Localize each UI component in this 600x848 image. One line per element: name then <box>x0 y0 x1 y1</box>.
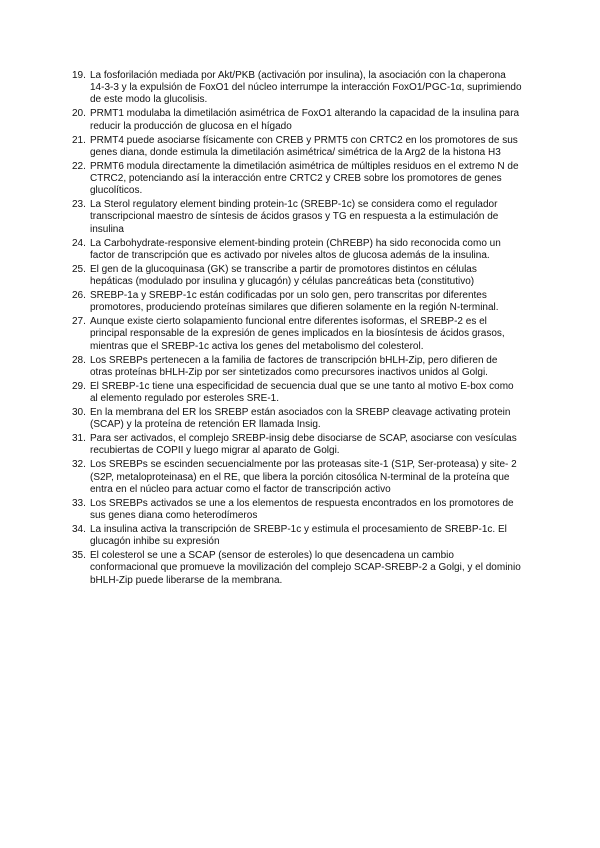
item-number: 26. <box>72 290 86 302</box>
item-text: La Carbohydrate-responsive element-binding protein (ChREBP) ha sido reconocida como un factor de transcripción que es activado por niveles altos de glucosa además de la insulina. <box>90 237 501 261</box>
item-text: PRMT1 modulaba la dimetilación asimétrica de FoxO1 alterando la capacidad de la insulina para reducir la producción de glucosa en el hígado <box>90 108 520 132</box>
list-item <box>72 497 522 522</box>
list-item <box>72 433 522 457</box>
numbered-list <box>0 70 600 587</box>
list-item <box>72 237 522 262</box>
item-text: El colesterol se une a SCAP (sensor de esteroles) lo que desencadena un cambio conformacional que promueve la movilización del complejo SCAP-SREBP-2 a Golgi, y el dominio bHLH-Zip puede liberarse de la membrana. <box>90 550 521 586</box>
item-text: Los SREBPs activados se une a los elementos de respuesta encontrados en los promotores de sus genes diana como heterodímeros <box>90 497 514 522</box>
list-item <box>72 160 522 198</box>
list-item <box>72 290 522 314</box>
item-number: 25. <box>72 263 86 275</box>
item-text: En la membrana del ER los SREBP están asociados con la SREBP cleavage activating protein (SCAP) y la proteína de retención ER llamada Insig. <box>90 407 511 431</box>
item-text: La Sterol regulatory element binding protein-1c (SREBP-1c) se considera como el regulador transcripcional maestro de síntesis de ácidos grasos y TG en respuesta a la estimulación de insulina <box>90 199 499 235</box>
item-text: Para ser activados, el complejo SREBP-insig debe disociarse de SCAP, asociarse con vesículas recubiertas de COPII y luego migrar al aparato de Golgi. <box>90 433 517 457</box>
item-number: 33. <box>72 497 86 509</box>
list-item <box>72 263 522 288</box>
list-item <box>72 316 522 353</box>
item-number: 22. <box>72 160 86 172</box>
list-item <box>72 199 522 236</box>
item-number: 19. <box>72 70 86 81</box>
item-number: 21. <box>72 134 86 146</box>
list-item <box>72 354 522 379</box>
item-text: El gen de la glucoquinasa (GK) se transcribe a partir de promotores distintos en células hepáticas (modulado por insulina y glucagón) y células pancreáticas beta (constitutivo) <box>90 263 477 288</box>
list-item <box>72 70 522 107</box>
list-item <box>72 524 522 548</box>
list-item <box>72 380 522 405</box>
item-text: SREBP-1a y SREBP-1c están codificadas por un solo gen, pero transcritas por diferentes promotores, produciendo proteínas similares que difieren solamente en la región N-terminal. <box>90 290 499 314</box>
item-text: PRMT4 puede asociarse físicamente con CREB y PRMT5 con CRTC2 en los promotores de sus genes diana, donde estimula la dimetilación asimétrica/ simétrica de la Arg2 de la histona H3 <box>90 134 518 158</box>
item-number: 31. <box>72 433 86 445</box>
item-text: PRMT6 modula directamente la dimetilación asimétrica de múltiples residuos en el extremo N de CTRC2, potenciando así la interacción entre CRTC2 y CREB sobre los promotores de genes glucolíticos. <box>90 160 519 197</box>
item-text: Los SREBPs se escinden secuencialmente por las proteasas site-1 (S1P, Ser-proteasa) y site- 2 (S2P, metaloproteinasa) en el RE, que libera la porción citosólica N-terminal de la proteína que entra en el núcleo para actuar como el factor de transcripción activo <box>90 459 517 495</box>
item-number: 20. <box>72 108 86 120</box>
item-text: Los SREBPs pertenecen a la familia de factores de transcripción bHLH-Zip, pero difieren de otras proteínas bHLH-Zip por ser sintetizados como precursores inactivos unidos al Golgi. <box>90 354 498 378</box>
list-item <box>72 550 522 587</box>
list-item <box>72 407 522 431</box>
list-item <box>72 134 522 159</box>
item-number: 29. <box>72 380 86 392</box>
item-number: 24. <box>72 237 86 249</box>
item-number: 34. <box>72 524 86 536</box>
item-number: 30. <box>72 407 86 419</box>
item-text: La insulina activa la transcripción de SREBP-1c y estimula el procesamiento de SREBP-1c. El glucagón inhibe su expresión <box>90 524 507 548</box>
list-item <box>72 459 522 496</box>
item-number: 23. <box>72 199 86 211</box>
item-text: Aunque existe cierto solapamiento funcional entre diferentes isoformas, el SREBP-2 es el principal responsable de la expresión de genes implicados en la biosíntesis de ácidos grasos, mientras que el SREBP-1c activa los genes del metabolismo del colesterol. <box>90 316 505 352</box>
item-number: 27. <box>72 316 86 328</box>
item-number: 32. <box>72 459 86 471</box>
item-text: La fosforilación mediada por Akt/PKB (activación por insulina), la asociación con la chaperona 14-3-3 y la expulsión de FoxO1 del núcleo interrumpe la interacción FoxO1/PGC-1α, suprimiendo de este modo la glucolisis. <box>90 70 522 106</box>
item-number: 35. <box>72 550 86 562</box>
item-text: El SREBP-1c tiene una especificidad de secuencia dual que se une tanto al motivo E-box como al elemento regulado por esteroles SRE-1. <box>90 380 514 405</box>
list-item <box>72 108 522 132</box>
item-number: 28. <box>72 354 86 366</box>
